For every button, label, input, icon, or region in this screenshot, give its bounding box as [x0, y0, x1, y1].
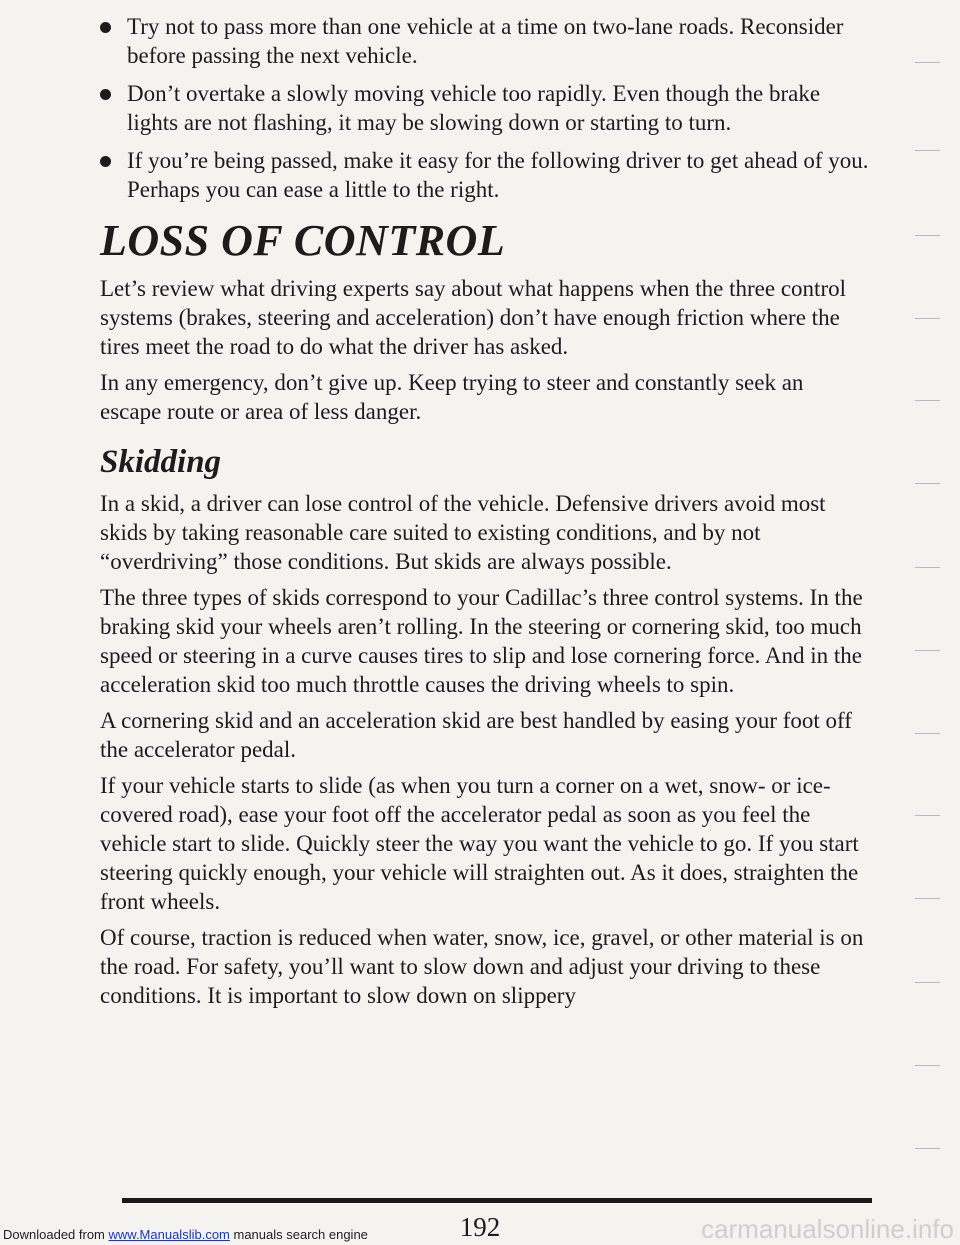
- edge-tick: [915, 150, 940, 151]
- edge-tick: [915, 567, 940, 568]
- bullet-icon: [100, 89, 111, 100]
- bullet-item: [100, 12, 870, 70]
- edge-tick: [915, 982, 940, 983]
- edge-tick: [915, 650, 940, 651]
- download-credit-prefix: Downloaded from: [3, 1227, 109, 1242]
- edge-tick: [915, 1148, 940, 1149]
- edge-tick: [915, 235, 940, 236]
- page-content: [100, 12, 870, 1017]
- footer-rule: [122, 1198, 872, 1203]
- edge-tick: [915, 1065, 940, 1066]
- passing-tips-list: [100, 12, 870, 204]
- watermark-text: carmanualsonline.info: [701, 1214, 954, 1244]
- page-number: 192: [459, 1212, 501, 1242]
- edge-tick: [915, 400, 940, 401]
- paragraph: A cornering skid and an acceleration skid are best handled by easing your foot off the accelerator pedal.: [100, 708, 852, 762]
- download-credit-suffix: manuals search engine: [229, 1227, 368, 1242]
- manualslib-link[interactable]: www.Manualslib.com: [108, 1227, 230, 1242]
- paragraph: In any emergency, don’t give up. Keep trying to steer and constantly seek an escape route or area of less danger.: [100, 370, 804, 424]
- bullet-text: Don’t overtake a slowly moving vehicle too rapidly. Even though the brake lights are not flashing, it may be slowing down or starting to turn.: [127, 81, 821, 135]
- download-credit: [3, 1227, 368, 1242]
- edge-tick: [915, 62, 940, 63]
- edge-tick: [915, 815, 940, 816]
- edge-tick: [915, 733, 940, 734]
- section-heading: LOSS OF CONTROL: [100, 216, 506, 265]
- bullet-item: [100, 79, 870, 137]
- paragraph: If your vehicle starts to slide (as when you turn a corner on a wet, snow- or ice-covered road), ease your foot off the accelerator pedal as soon as you feel the vehicle start to slide. Quickly steer the way you want the vehicle to go. If you start steering quickly enough, your vehicle will straighten out. As it does, straighten the front wheels.: [100, 773, 859, 914]
- edge-tick: [915, 483, 940, 484]
- bullet-icon: [100, 156, 111, 167]
- bullet-icon: [100, 22, 111, 33]
- paragraph: In a skid, a driver can lose control of the vehicle. Defensive drivers avoid most skids by taking reasonable care suited to existing conditions, and by not “overdriving” those conditions. But skids are always possible.: [100, 491, 826, 574]
- subsection-heading: Skidding: [100, 444, 222, 480]
- edge-tick: [915, 318, 940, 319]
- paragraph: The three types of skids correspond to your Cadillac’s three control systems. In the braking skid your wheels aren’t rolling. In the steering or cornering skid, too much speed or steering in a curve causes tires to slip and lose cornering force. And in the acceleration skid too much throttle causes the driving wheels to spin.: [100, 585, 863, 697]
- edge-tick: [915, 898, 940, 899]
- paragraph: Let’s review what driving experts say about what happens when the three control systems (brakes, steering and acceleration) don’t have enough friction where the tires meet the road to do what the driver has asked.: [100, 276, 846, 359]
- bullet-text: Try not to pass more than one vehicle at a time on two-lane roads. Reconsider before passing the next vehicle.: [127, 14, 844, 68]
- paragraph: Of course, traction is reduced when water, snow, ice, gravel, or other material is on the road. For safety, you’ll want to slow down and adjust your driving to these conditions. It is important to slow down on slippery: [100, 925, 864, 1008]
- bullet-item: [100, 146, 870, 204]
- bullet-text: If you’re being passed, make it easy for the following driver to get ahead of you. Perhaps you can ease a little to the right.: [127, 148, 869, 202]
